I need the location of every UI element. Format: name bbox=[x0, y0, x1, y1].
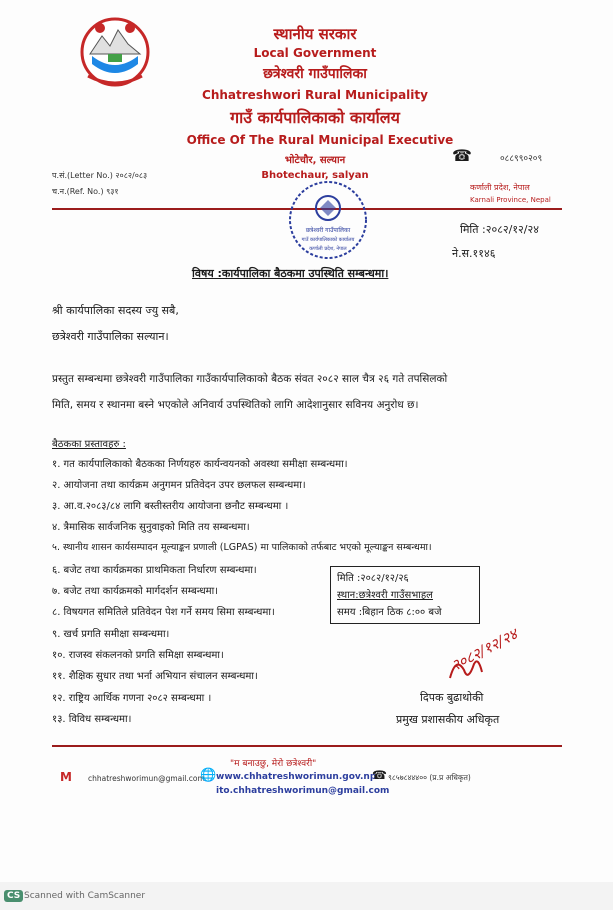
footer-divider bbox=[52, 745, 562, 747]
office-seal-icon bbox=[286, 178, 370, 262]
signatory-title: प्रमुख प्रशासकीय अधिकृत bbox=[396, 713, 500, 726]
nepal-emblem-icon bbox=[78, 14, 152, 92]
header-phone: ०८८९९०२०९ bbox=[500, 154, 543, 164]
agenda-item-5: ५. स्थानीय शासन कार्यसम्पादन मूल्याङ्कन प्रणाली (LGPAS) मा पालिकाको तर्फबाट भएको मूल्याङ्कन सम्बन्धमा। bbox=[52, 542, 432, 553]
letter-no: प.सं.(Letter No.) २०८२/०८३ bbox=[52, 171, 148, 180]
handwritten-signature-date: २०८२/१२/२४ bbox=[448, 625, 521, 675]
agenda-item-8: ८. विषयगत समितिले प्रतिवेदन पेश गर्ने समय सिमा सम्बन्धमा। bbox=[52, 607, 275, 618]
np-address: भोटेचौर, सल्यान bbox=[284, 155, 346, 166]
np-title: स्थानीय सरकार bbox=[273, 25, 357, 43]
signatory-name: दिपक बुढाथोकी bbox=[420, 691, 484, 704]
np-province: कर्णाली प्रदेश, नेपाल bbox=[470, 183, 530, 192]
meeting-time: समय :बिहान ठिक ८:०० बजे bbox=[337, 607, 442, 618]
ref-no: च.न.(Ref. No.) ९३१ bbox=[52, 187, 119, 196]
scanner-watermark: Scanned with CamScanner bbox=[24, 891, 146, 901]
footer-email-1[interactable]: chhatreshworimun@gmail.com bbox=[88, 774, 205, 783]
agenda-item-4: ४. त्रैमासिक सार्वजनिक सुनुवाइको मिति तय सम्बन्धमा। bbox=[52, 522, 250, 533]
agenda-item-13: १३. विविध सम्बन्धमा। bbox=[52, 714, 132, 725]
en-title: Local Government bbox=[253, 46, 377, 60]
recipient-line-2: छत्रेश्वरी गाउँपालिका सल्यान। bbox=[52, 330, 169, 343]
agenda-item-3: ३. आ.व.२०८३/८४ लागि बस्तीस्तरीय आयोजना छनौट सम्बन्धमा । bbox=[52, 501, 289, 512]
letter-ns: ने.स.११४६ bbox=[452, 247, 496, 260]
gmail-icon: M bbox=[60, 770, 72, 784]
letter-date: मिति :२०८२/१२/२४ bbox=[460, 223, 539, 236]
recipient-line-1: श्री कार्यपालिका सदस्य ज्यु सबै, bbox=[52, 304, 179, 317]
globe-icon: 🌐 bbox=[200, 768, 217, 783]
agenda-item-6: ६. बजेट तथा कार्यक्रमका प्राथमिकता निर्धारण सम्बन्धमा। bbox=[52, 565, 257, 576]
agenda-item-1: १. गत कार्यपालिकाको बैठकका निर्णयहरु कार्यन्वयनको अवस्था समीक्षा सम्बन्धमा। bbox=[52, 459, 348, 470]
agenda-item-11: ११. शैक्षिक सुधार तथा भर्ना अभियान संचालन सम्बन्धमा। bbox=[52, 671, 258, 682]
seal-line-3: कर्णाली प्रदेश, नेपाल bbox=[309, 246, 347, 252]
footer-phone: ९८५७८४४४०० (प्र.प्र अधिकृत) bbox=[388, 773, 471, 782]
body-line-1: प्रस्तुत सम्बन्धमा छत्रेश्वरी गाउँपालिका गाउँकार्यपालिकाको बैठक संवत २०८२ साल चैत्र २६ गते तपसिलको bbox=[52, 373, 448, 385]
agenda-item-2: २. आयोजना तथा कार्यक्रम अनुगमन प्रतिवेदन उपर छलफल सम्बन्धमा। bbox=[52, 480, 306, 491]
agenda-item-10: १०. राजस्व संकलनको प्रगति समिक्षा सम्बन्धमा। bbox=[52, 650, 224, 661]
footer-email-2[interactable]: ito.chhatreshworimun@gmail.com bbox=[216, 786, 390, 796]
np-municipality: छत्रेश्वरी गाउँपालिका bbox=[263, 66, 367, 82]
camscanner-logo-icon: CS bbox=[4, 890, 23, 902]
en-office: Office Of The Rural Municipal Executive bbox=[186, 133, 454, 147]
signature-scribble-icon bbox=[446, 652, 486, 688]
subject-line: विषय :कार्यपालिका बैठकमा उपस्थिति सम्बन्धमा। bbox=[192, 267, 389, 280]
agenda-item-12: १२. राष्ट्रिय आर्थिक गणना २०८२ सम्बन्धमा । bbox=[52, 693, 212, 704]
footer-website[interactable]: www.chhatreshworimun.gov.np bbox=[216, 772, 377, 782]
en-address: Bhotechaur, salyan bbox=[261, 170, 369, 181]
footer-slogan: "म बनाउछु, मेरो छत्रेश्वरी" bbox=[230, 759, 317, 769]
en-municipality: Chhatreshwori Rural Municipality bbox=[202, 88, 428, 102]
footer-phone-icon: ☎ bbox=[372, 768, 387, 782]
meeting-place: स्थान:छत्रेश्वरी गाउँसभाहल bbox=[337, 590, 433, 601]
en-province: Karnali Province, Nepal bbox=[470, 196, 551, 204]
meeting-details-box bbox=[330, 566, 480, 624]
agenda-item-7: ७. बजेट तथा कार्यक्रमको मार्गदर्शन सम्बन्धमा। bbox=[52, 586, 218, 597]
agenda-item-9: ९. खर्च प्रगति समीक्षा सम्बन्धमा। bbox=[52, 629, 170, 640]
body-line-2: मिति, समय र स्थानमा बस्ने भएकोले अनिवार्य उपस्थितिको लागि आदेशानुसार सविनय अनुरोध छ। bbox=[52, 399, 419, 411]
seal-line-1: छत्रेश्वरी गाउँपालिका bbox=[305, 227, 351, 234]
phone-icon: ☎ bbox=[452, 146, 472, 165]
seal-line-2: गाउँ कार्यपालिकाको कार्यालय bbox=[301, 237, 355, 243]
np-office: गाउँ कार्यपालिकाको कार्यालय bbox=[230, 108, 400, 127]
meeting-date: मिति :२०८२/१२/२६ bbox=[337, 573, 409, 584]
agenda-heading: बैठकका प्रस्तावहरु : bbox=[52, 439, 126, 450]
